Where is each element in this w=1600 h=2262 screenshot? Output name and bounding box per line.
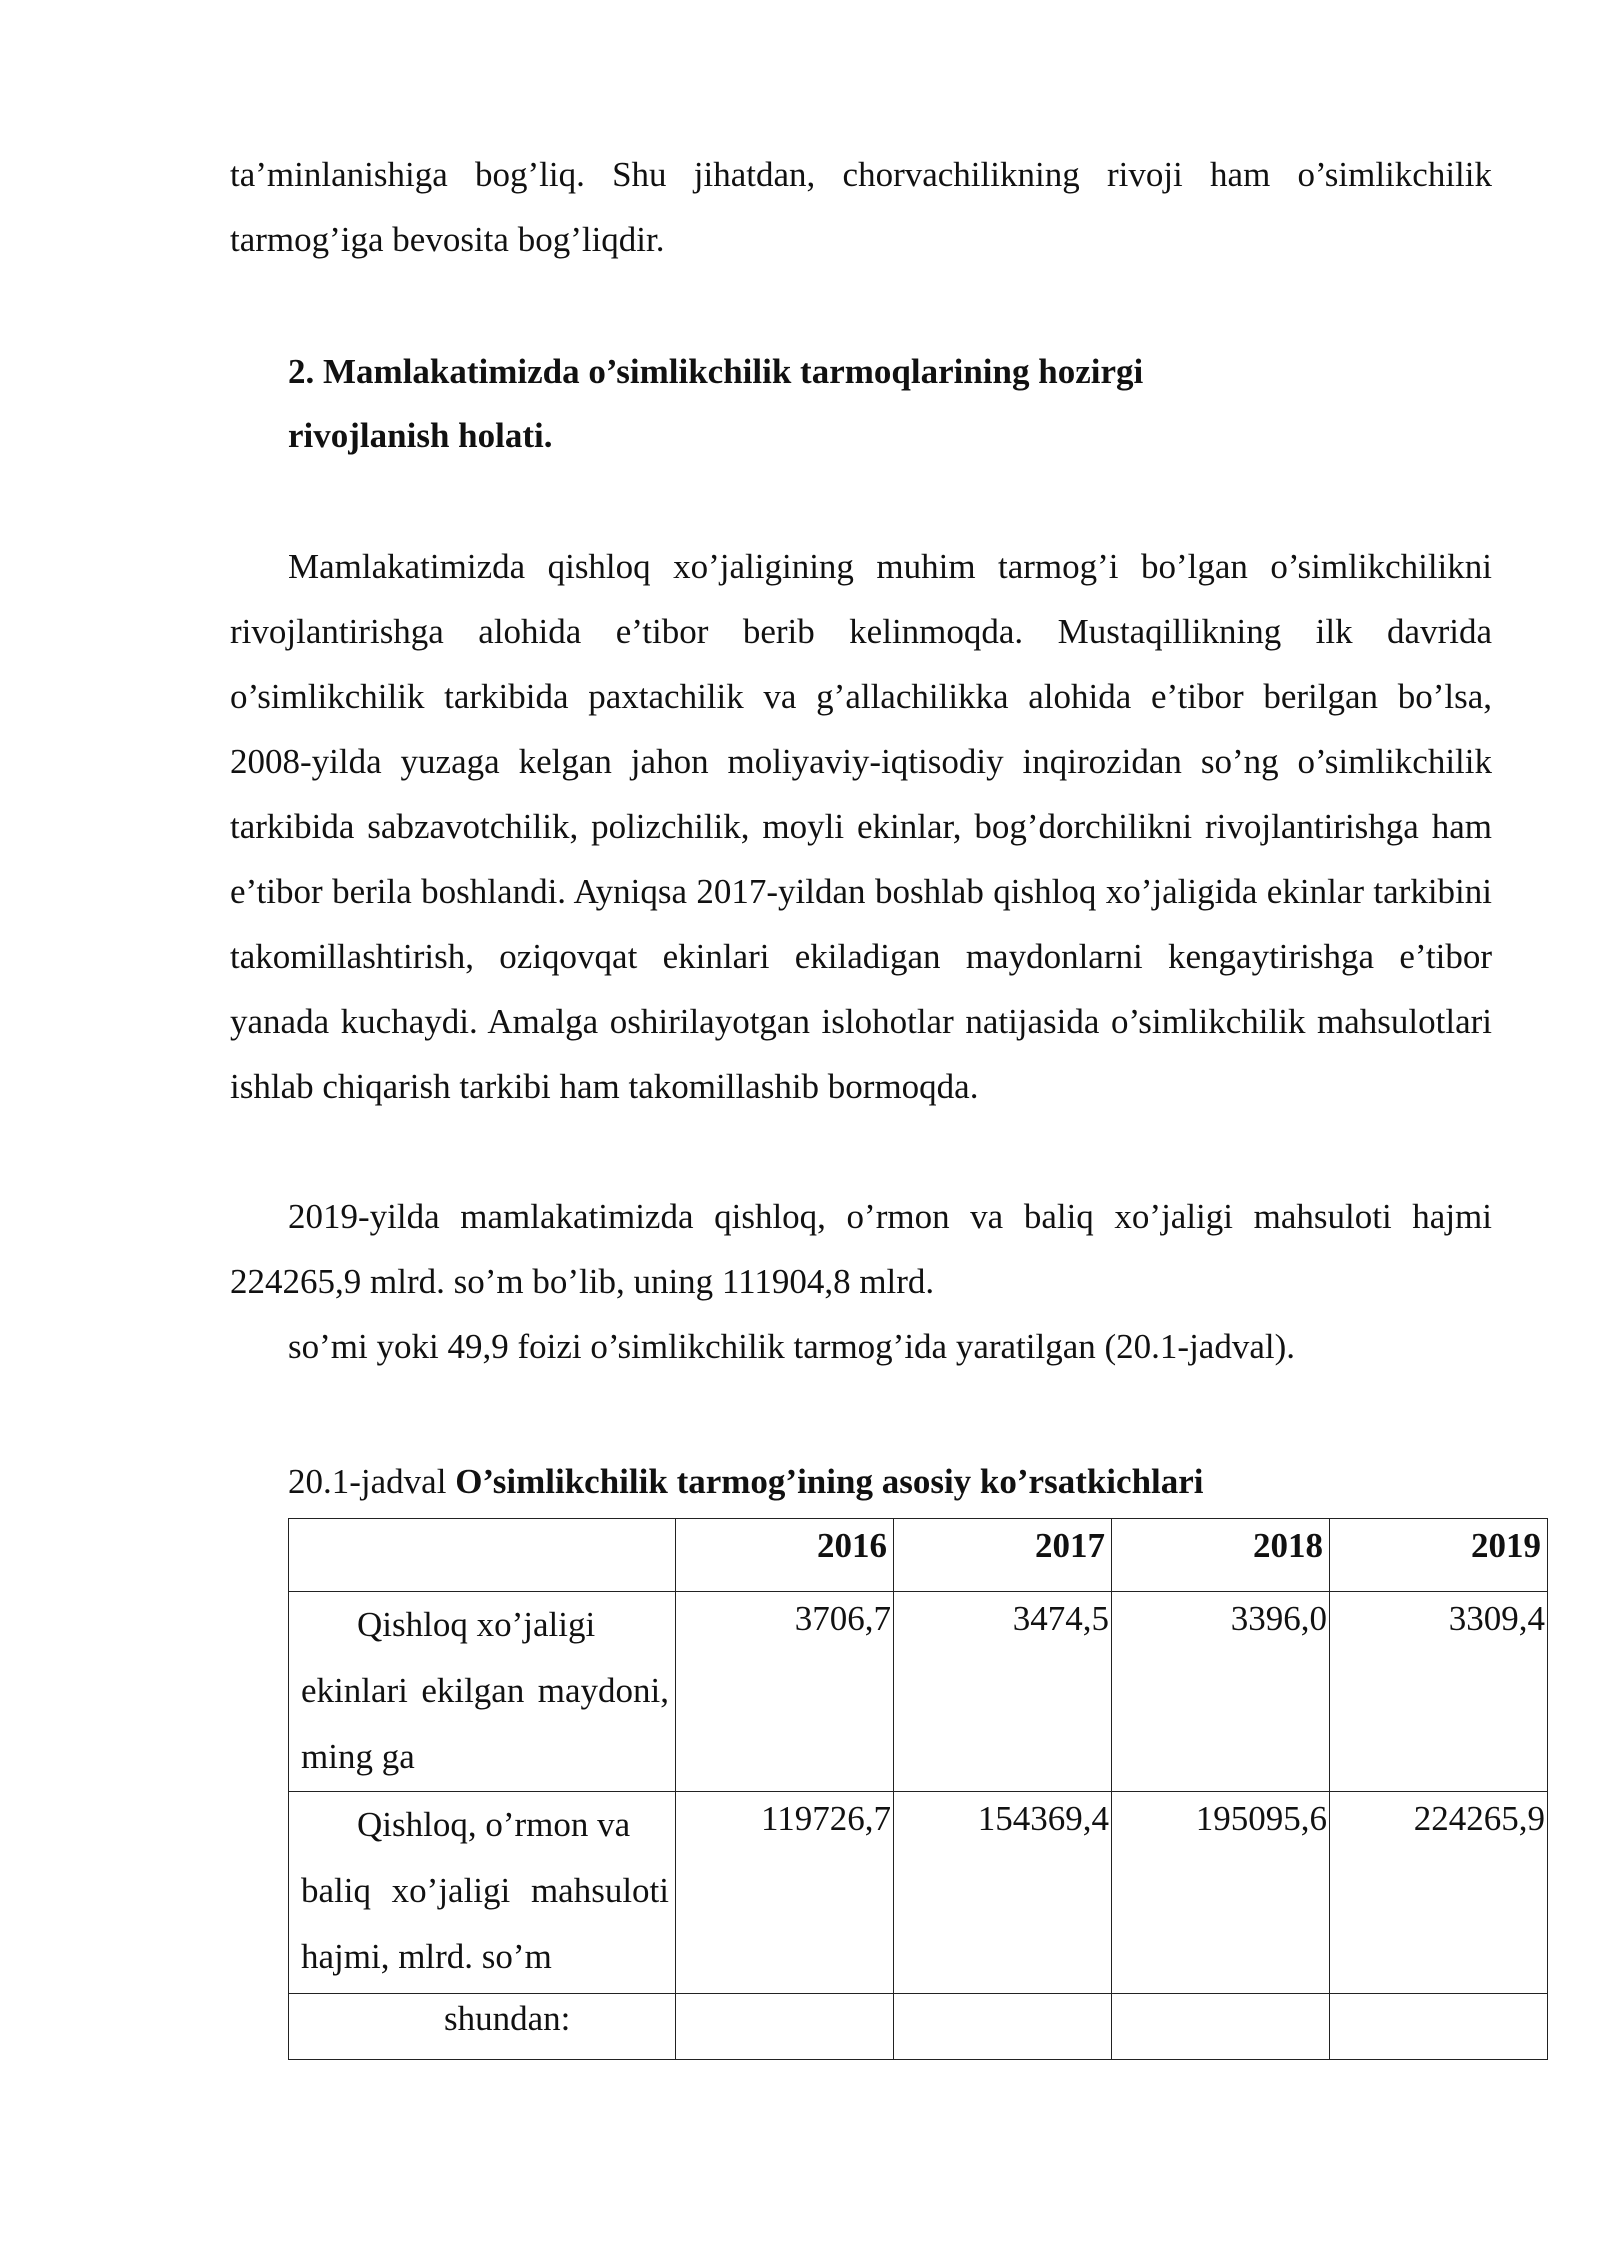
section-heading-line-1: 2. Mamlakatimizda o’simlikchilik tarmoqlarining hozirgi: [288, 352, 1144, 391]
table-header-cell: 2017: [894, 1519, 1112, 1592]
table-row-label: [289, 1792, 676, 1994]
table-row-label-first-line: Qishloq, o’rmon va: [357, 1805, 631, 1844]
table-header-cell: 2016: [676, 1519, 894, 1592]
table-cell: 3706,7: [676, 1592, 894, 1792]
table-cell: [1330, 1994, 1548, 2060]
indicators-table: [288, 1518, 1548, 2060]
intro-paragraph: ta’minlanishiga bog’liq. Shu jihatdan, chorvachilikning rivoji ham o’simlikchilik tarmog’iga bevosita bog’liqdir.: [230, 155, 1492, 259]
table-cell: 195095,6: [1112, 1792, 1330, 1994]
body-paragraph-2: 2019-yilda mamlakatimizda qishloq, o’rmon va baliq xo’jaligi mahsuloti hajmi 224265,9 mlrd. so’m bo’lib, uning 111904,8 mlrd.: [230, 1197, 1492, 1301]
table-caption: [288, 1452, 1204, 1512]
table-row-label-rest: ekinlari ekilgan maydoni, ming ga: [301, 1671, 669, 1776]
table-caption-number: 20.1-jadval: [288, 1462, 456, 1501]
table-row: [289, 1592, 1548, 1792]
table-cell: 224265,9: [1330, 1792, 1548, 1994]
table-cell: 3309,4: [1330, 1592, 1548, 1792]
table-row: [289, 1792, 1548, 1994]
table-cell: 3474,5: [894, 1592, 1112, 1792]
table-header-cell: 2018: [1112, 1519, 1330, 1592]
table-row-label-rest: baliq xo’jaligi mahsuloti hajmi, mlrd. so’m: [301, 1871, 669, 1976]
table-row-label-first-line: Qishloq xo’jaligi: [357, 1605, 596, 1644]
table-cell: [676, 1994, 894, 2060]
table-caption-title: O’simlikchilik tarmog’ining asosiy ko’rsatkichlari: [455, 1462, 1204, 1501]
section-heading-line-2: rivojlanish holati.: [288, 416, 553, 455]
table-cell: 3396,0: [1112, 1592, 1330, 1792]
table-row-label: shundan:: [289, 1994, 676, 2060]
body-paragraph-1: Mamlakatimizda qishloq xo’jaligining muhim tarmog’i bo’lgan o’simlikchilikni rivojlantirishga alohida e’tibor berib kelinmoqda. Mustaqillikning ilk davrida o’simlikchilik tarkibida paxtachilik va g’allachilikka alohida e’tibor berilgan bo’lsa, 2008-yilda yuzaga kelgan jahon moliyaviy-iqtisodiy inqirozidan so’ng o’simlikchilik tarkibida sabzavotchilik, polizchilik, moyli ekinlar, bog’dorchilikni rivojlantirishga ham e’tibor berila boshlandi. Ayniqsa 2017-yildan boshlab qishloq xo’jaligida ekinlar tarkibini takomillashtirish, oziqovqat ekinlari ekiladigan maydonlarni kengaytirishga e’tibor yanada kuchaydi. Amalga oshirilayotgan islohotlar natijasida o’simlikchilik mahsulotlari ishlab chiqarish tarkibi ham takomillashib bormoqda.: [230, 547, 1492, 1106]
table-header-cell: [289, 1519, 676, 1592]
table-header-row: [289, 1519, 1548, 1592]
section-heading: [288, 340, 1288, 468]
table-row-label: [289, 1592, 676, 1792]
table-cell: [1112, 1994, 1330, 2060]
table-header-cell: 2019: [1330, 1519, 1548, 1592]
table-cell: [894, 1994, 1112, 2060]
table-cell: 119726,7: [676, 1792, 894, 1994]
table-cell: 154369,4: [894, 1792, 1112, 1994]
table-row: [289, 1994, 1548, 2060]
body-paragraph-3: so’mi yoki 49,9 foizi o’simlikchilik tarmog’ida yaratilgan (20.1-jadval).: [288, 1327, 1296, 1366]
